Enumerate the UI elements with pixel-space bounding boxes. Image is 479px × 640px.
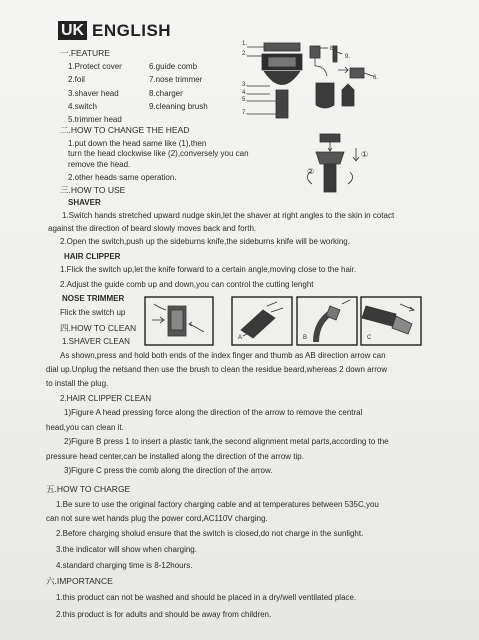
clean-text: dial up.Unplug the netsand then use the brush to clean the residue beard,whereas 2 down arrow bbox=[46, 365, 388, 374]
shaver-clean-title: 1.SHAVER CLEAN bbox=[62, 337, 130, 346]
clean-text: As shown,press and hold both ends of the index finger and thumb as AB direction arrow can bbox=[60, 351, 386, 360]
shaver-clean-figure bbox=[144, 296, 214, 346]
feature-item: 2.foil bbox=[68, 75, 85, 84]
figure-number: 9. bbox=[345, 54, 351, 60]
change-head-text: 2.other heads same operation. bbox=[68, 173, 177, 182]
charge-text: can not sure wet hands plug the power cord,AC110V charging. bbox=[46, 514, 268, 523]
change-head-diagram bbox=[300, 128, 380, 196]
clean-text: head,you can clean it. bbox=[46, 423, 124, 432]
figure-number: 2. bbox=[242, 51, 248, 57]
clipper-text: 2.Adjust the guide comb up and down,you can control the cutting lenght bbox=[60, 280, 314, 289]
change-head-text: turn the head clockwise like (2),conversely you can bbox=[68, 149, 249, 158]
feature-item: 5.trimmer head bbox=[68, 115, 122, 124]
charge-text: 1.Be sure to use the original factory charging cable and at temperatures between 535C,you bbox=[56, 500, 379, 509]
figure-c-label: C bbox=[367, 335, 372, 341]
figure-number: 5. bbox=[242, 97, 248, 103]
clipper-text: 1.Flick the switch up,let the knife forward to a certain angle,moving close to the hair. bbox=[60, 265, 357, 274]
clean-text: to install the plug. bbox=[46, 379, 109, 388]
figure-b-label: B bbox=[303, 335, 308, 341]
shaver-parts-diagram bbox=[238, 38, 388, 123]
feature-item: 3.shaver head bbox=[68, 89, 119, 98]
importance-heading: 六.IMPORTANCE bbox=[46, 576, 113, 586]
how-to-clean-heading: 四.HOW TO CLEAN bbox=[60, 323, 137, 333]
figure-number: 6. bbox=[373, 75, 379, 81]
nose-title: NOSE TRIMMER bbox=[62, 294, 125, 303]
clean-text: pressure head center,can be installed along the direction of the arrow tip. bbox=[46, 452, 304, 461]
clipper-clean-title: 2.HAIR CLIPPER CLEAN bbox=[60, 394, 152, 403]
clipper-title: HAIR CLIPPER bbox=[64, 252, 121, 261]
nose-text: Flick the switch up bbox=[60, 308, 126, 317]
figure-number: 4. bbox=[242, 90, 248, 96]
charge-text: 2.Before charging sholud ensure that the switch is closed,do not charge in the sunlight. bbox=[56, 529, 364, 538]
clean-text: 2)Figure B press 1 to insert a plastic tank,the second alignment metal parts,according to the bbox=[64, 437, 389, 446]
shaver-text: 1.Switch hands stretched upward nudge skin,let the shaver at right angles to the skin in cotact bbox=[62, 211, 395, 220]
how-to-charge-heading: 五.HOW TO CHARGE bbox=[46, 484, 131, 494]
feature-heading: 一.FEATURE bbox=[60, 48, 110, 58]
importance-text: 2.this product is for adults and should be away from children. bbox=[56, 610, 272, 619]
change-head-text: 1.put down the head same like (1),then bbox=[68, 139, 207, 148]
marker-1: ① bbox=[361, 150, 369, 159]
charge-text: 4.standard charging time is 8-12hours. bbox=[56, 561, 193, 570]
feature-item: 1.Protect cover bbox=[68, 62, 122, 71]
shaver-title: SHAVER bbox=[68, 198, 101, 207]
figure-number: 1. bbox=[242, 41, 248, 47]
feature-item: 7.nose trimmer bbox=[149, 75, 203, 84]
feature-item: 9.cleaning brush bbox=[149, 102, 208, 111]
clean-text: 1)Figure A head pressing force along the direction of the arrow to remove the central bbox=[64, 408, 363, 417]
figure-number: 8. bbox=[330, 46, 336, 52]
charge-text: 3.the indicator will show when charging. bbox=[56, 545, 197, 554]
figure-number: 3. bbox=[242, 82, 248, 88]
importance-text: 1.this product can not be washed and should be placed in a dry/well ventilated place. bbox=[56, 593, 357, 602]
page-title: ENGLISH bbox=[92, 21, 172, 40]
feature-item: 6.guide comb bbox=[149, 62, 198, 71]
marker-2: ② bbox=[307, 167, 315, 176]
change-head-text: remove the head. bbox=[68, 160, 131, 169]
shaver-text: 2.Open the switch,push up the sideburns knife,the sideburns knife will be working. bbox=[60, 237, 350, 246]
shaver-text: against the direction of beard slowly moves back and forth. bbox=[48, 224, 257, 233]
change-head-heading: 二.HOW TO CHANGE THE HEAD bbox=[60, 125, 190, 135]
uk-badge: UK bbox=[58, 21, 87, 40]
figure-a-label: A bbox=[238, 335, 243, 341]
feature-item: 8.charger bbox=[149, 89, 183, 98]
clean-text: 3)Figure C press the comb along the direction of the arrow. bbox=[64, 466, 273, 475]
how-to-use-heading: 三.HOW TO USE bbox=[60, 185, 126, 195]
figure-number: 7. bbox=[242, 110, 248, 116]
feature-item: 4.switch bbox=[68, 102, 97, 111]
